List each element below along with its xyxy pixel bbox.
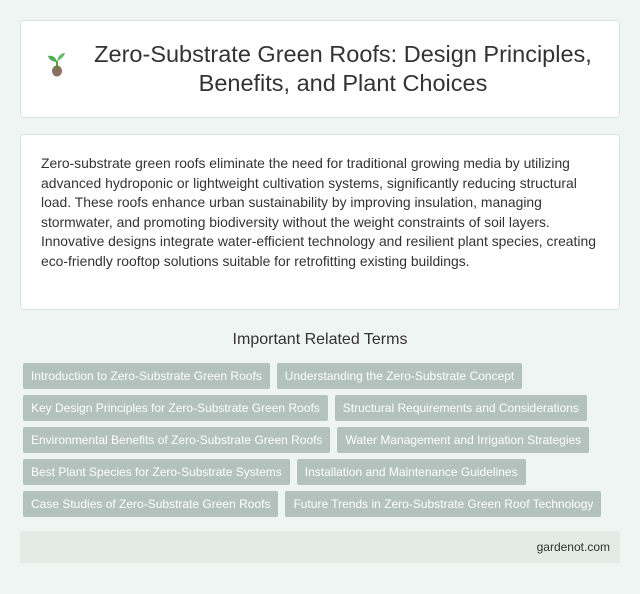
tag-case-studies[interactable]: Case Studies of Zero-Substrate Green Roofs (23, 491, 278, 517)
tag-design-principles[interactable]: Key Design Principles for Zero-Substrate Green Roofs (23, 395, 328, 421)
page-title: Zero-Substrate Green Roofs: Design Principles, Benefits, and Plant Choices (94, 41, 592, 96)
tag-environmental-benefits[interactable]: Environmental Benefits of Zero-Substrate Green Roofs (23, 427, 330, 453)
tag-structural-requirements[interactable]: Structural Requirements and Considerations (335, 395, 587, 421)
tag-row (23, 459, 619, 485)
tag-introduction[interactable]: Introduction to Zero-Substrate Green Roofs (23, 363, 270, 389)
tag-plant-species[interactable]: Best Plant Species for Zero-Substrate Systems (23, 459, 290, 485)
tag-row (23, 427, 619, 453)
tag-future-trends[interactable]: Future Trends in Zero-Substrate Green Roof Technology (285, 491, 601, 517)
tag-concept[interactable]: Understanding the Zero-Substrate Concept (277, 363, 522, 389)
tag-row (23, 363, 619, 389)
sprout-icon (41, 47, 73, 79)
description-text: Zero-substrate green roofs eliminate the need for traditional growing media by utilizing advanced hydroponic or lightweight cultivation systems, significantly reducing structural load. These roofs enhance urban sustainability by improving insulation, managing stormwater, and promoting biodiversity without the weight constraints of soil layers. Innovative designs integrate water-efficient technology and resilient plant species, creating eco-friendly rooftop solutions suitable for retrofitting existing buildings. (41, 155, 596, 269)
tag-row (23, 395, 619, 421)
description-card (20, 134, 620, 310)
related-terms-list (23, 363, 619, 523)
related-terms-title: Important Related Terms (232, 331, 408, 348)
tag-water-management[interactable]: Water Management and Irrigation Strategies (337, 427, 589, 453)
footer-site-link[interactable]: gardenot.com (536, 540, 610, 554)
header-card (20, 20, 620, 118)
tag-row (23, 491, 619, 517)
tag-installation-maintenance[interactable]: Installation and Maintenance Guidelines (297, 459, 526, 485)
footer (20, 531, 620, 563)
